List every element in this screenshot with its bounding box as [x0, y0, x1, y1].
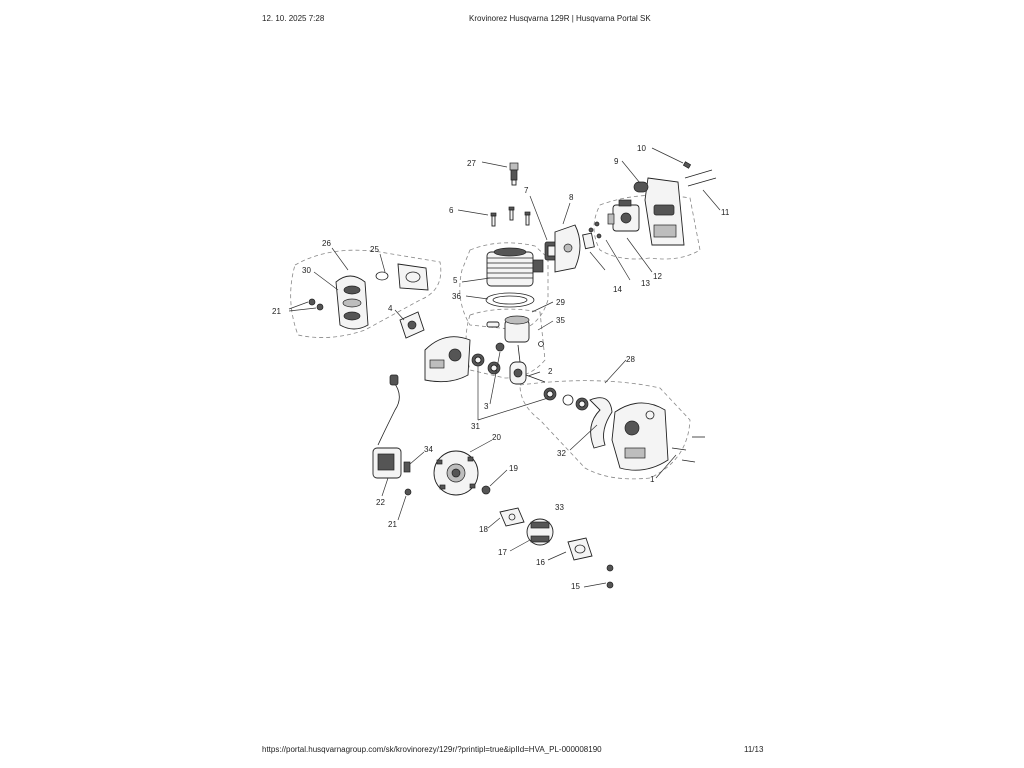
part-12-carburetor [608, 200, 639, 231]
label-14: 14 [613, 285, 622, 294]
part-33-clutch-assembly [527, 519, 553, 545]
part-26-muffler [336, 276, 368, 329]
part-11-long-screws [685, 170, 716, 186]
label-34: 34 [424, 445, 433, 454]
label-16: 16 [536, 558, 545, 567]
part-15-clutch-screws [607, 565, 613, 588]
header-title: Krovinorez Husqvarna 129R | Husqvarna Portal SK [469, 14, 651, 23]
label-3: 3 [484, 402, 489, 411]
label-8: 8 [569, 193, 574, 202]
label-15: 15 [571, 582, 580, 591]
label-5: 5 [453, 276, 458, 285]
label-25: 25 [370, 245, 379, 254]
part-27-spark-plug [510, 163, 518, 185]
label-35: 35 [556, 316, 565, 325]
label-2: 2 [548, 367, 553, 376]
part-20-flywheel [434, 451, 478, 495]
label-4: 4 [388, 304, 393, 313]
footer-page-number: 11/13 [744, 745, 764, 754]
label-18: 18 [479, 525, 488, 534]
label-19: 19 [509, 464, 518, 473]
label-11: 11 [721, 208, 730, 217]
part-19-flywheel-nut [482, 486, 490, 494]
label-33: 33 [555, 503, 564, 512]
label-28: 28 [626, 355, 635, 364]
label-29: 29 [556, 298, 565, 307]
part-8-heat-shield [555, 225, 580, 272]
part-29-piston [505, 316, 529, 342]
label-10: 10 [637, 144, 646, 153]
part-4-intake-adapter [400, 312, 424, 338]
label-31: 31 [471, 422, 480, 431]
label-32: 32 [557, 449, 566, 458]
label-7: 7 [524, 186, 529, 195]
header-datetime: 12. 10. 2025 7:28 [262, 14, 325, 23]
part-10-screw [683, 162, 690, 168]
left-crankcase-half [425, 337, 470, 382]
label-9: 9 [614, 157, 619, 166]
part-1-crankcase-screws [672, 437, 705, 462]
label-26: 26 [322, 239, 331, 248]
part-16-clutch-plate [568, 538, 592, 560]
part-31-main-bearings [472, 354, 588, 410]
label-27: 27 [467, 159, 476, 168]
part-32-crankcase-gasket [590, 398, 612, 448]
part-18-washer-plate [500, 508, 524, 526]
footer-url[interactable]: https://portal.husqvarnagroup.com/sk/krovinorezy/129r/?printipl=true&ipIId=HVA_PL-000008190 [262, 745, 602, 754]
part-2-crankshaft [510, 345, 545, 384]
label-30: 30 [302, 266, 311, 275]
label-6: 6 [449, 206, 454, 215]
part-6-cylinder-bolts [491, 207, 530, 226]
part-34-spark-plug-wire-terminal [404, 462, 410, 472]
label-13: 13 [641, 279, 650, 288]
part-9-air-filter-housing [634, 178, 684, 245]
label-21a: 21 [272, 307, 281, 316]
part-36-cylinder-gasket [486, 293, 534, 307]
label-12: 12 [653, 272, 662, 281]
part-28-right-crankcase [612, 403, 668, 470]
part-14-gasket [583, 233, 595, 249]
label-36: 36 [452, 292, 461, 301]
part-3-needle-bearing [496, 343, 504, 351]
part-21-coil-screw [405, 489, 411, 495]
label-22: 22 [376, 498, 385, 507]
part-5-cylinder [487, 248, 543, 286]
label-1: 1 [650, 475, 655, 484]
label-20: 20 [492, 433, 501, 442]
label-17: 17 [498, 548, 507, 557]
part-22-ignition-coil [373, 375, 401, 478]
label-21b: 21 [388, 520, 397, 529]
